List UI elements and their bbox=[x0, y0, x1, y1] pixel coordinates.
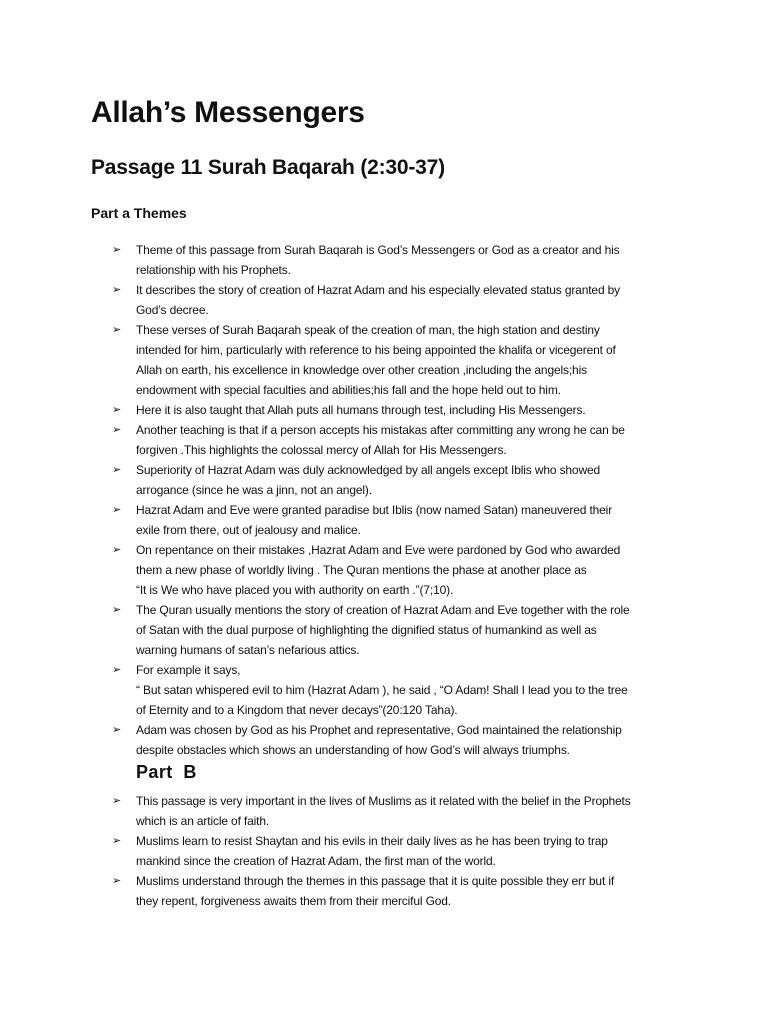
bullet-text-line: forgiven .This highlights the colossal mercy of Allah for His Messengers. bbox=[136, 443, 507, 457]
arrow-bullet-icon: ➢ bbox=[112, 324, 122, 336]
part-a-heading: Part a Themes bbox=[91, 205, 187, 221]
bullet-text-line: them a new phase of worldly living . The Quran mentions the phase at another place as bbox=[136, 563, 587, 577]
bullet-text-line: Muslims learn to resist Shaytan and his evils in their daily lives as he has been trying to trap bbox=[136, 834, 608, 848]
arrow-bullet-icon: ➢ bbox=[112, 424, 122, 436]
bullet-text-line: On repentance on their mistakes ,Hazrat Adam and Eve were pardoned by God who awarded bbox=[136, 543, 621, 557]
bullet-text-line: of Eternity and to a Kingdom that never decays”(20:120 Taha). bbox=[136, 703, 458, 717]
bullet-text-line: This passage is very important in the lives of Muslims as it related with the belief in the Prophets bbox=[136, 794, 631, 808]
bullet-text-line: mankind since the creation of Hazrat Adam, the first man of the world. bbox=[136, 854, 496, 868]
bullet-item bbox=[112, 791, 688, 831]
bullet-item bbox=[112, 720, 688, 760]
bullet-text-line: The Quran usually mentions the story of creation of Hazrat Adam and Eve together with the role bbox=[136, 603, 630, 617]
passage-title: Passage 11 Surah Baqarah (2:30-37) bbox=[91, 156, 445, 179]
arrow-bullet-icon: ➢ bbox=[112, 244, 122, 256]
arrow-bullet-icon: ➢ bbox=[112, 835, 122, 847]
bullet-text-line: It describes the story of creation of Hazrat Adam and his especially elevated status granted by bbox=[136, 283, 621, 297]
arrow-bullet-icon: ➢ bbox=[112, 504, 122, 516]
bullet-text-line: despite obstacles which shows an understanding of how God’s will always triumphs. bbox=[136, 743, 570, 757]
arrow-bullet-icon: ➢ bbox=[112, 404, 122, 416]
bullet-text-line: These verses of Surah Baqarah speak of the creation of man, the high station and destiny bbox=[136, 323, 600, 337]
bullet-item bbox=[112, 420, 688, 460]
bullet-text-line: relationship with his Prophets. bbox=[136, 263, 291, 277]
bullet-text-line: Another teaching is that if a person accepts his mistakas after committing any wrong he can be bbox=[136, 423, 625, 437]
arrow-bullet-icon: ➢ bbox=[112, 724, 122, 736]
bullet-text-line: warning humans of satan’s nefarious attics. bbox=[136, 643, 360, 657]
bullet-item bbox=[112, 600, 688, 660]
bullet-text-line: intended for him, particularly with reference to his being appointed the khalifa or vicegerent of bbox=[136, 343, 616, 357]
bullet-text-line: For example it says, bbox=[136, 663, 241, 677]
part-b-heading: Part B bbox=[136, 762, 197, 782]
bullet-text-line: Hazrat Adam and Eve were granted paradise but Iblis (now named Satan) maneuvered their bbox=[136, 503, 613, 517]
bullet-text-line: Superiority of Hazrat Adam was duly acknowledged by all angels except Iblis who showed bbox=[136, 463, 601, 477]
bullet-text-line: Muslims understand through the themes in this passage that it is quite possible they err but if bbox=[136, 874, 615, 888]
part-b-bullet-list bbox=[112, 791, 688, 911]
bullet-item bbox=[112, 460, 688, 500]
bullet-item bbox=[112, 280, 688, 320]
arrow-bullet-icon: ➢ bbox=[112, 464, 122, 476]
bullet-text-line: Theme of this passage from Surah Baqarah is God’s Messengers or God as a creator and his bbox=[136, 243, 620, 257]
arrow-bullet-icon: ➢ bbox=[112, 664, 122, 676]
bullet-text-line: which is an article of faith. bbox=[136, 814, 270, 828]
bullet-text-line: of Satan with the dual purpose of highlighting the dignified status of humankind as well as bbox=[136, 623, 597, 637]
arrow-bullet-icon: ➢ bbox=[112, 604, 122, 616]
arrow-bullet-icon: ➢ bbox=[112, 795, 122, 807]
bullet-text-line: “It is We who have placed you with authority on earth .”(7;10). bbox=[136, 583, 454, 597]
bullet-item bbox=[112, 320, 688, 400]
bullet-text-line: Here it is also taught that Allah puts all humans through test, including His Messengers. bbox=[136, 403, 586, 417]
part-a-bullet-list bbox=[112, 240, 688, 760]
document-title: Allah’s Messengers bbox=[91, 96, 365, 129]
bullet-text-line: Adam was chosen by God as his Prophet and representative, God maintained the relationship bbox=[136, 723, 622, 737]
bullet-item bbox=[112, 831, 688, 871]
bullet-item bbox=[112, 871, 688, 911]
bullet-item bbox=[112, 240, 688, 280]
bullet-text-line: exile from there, out of jealousy and malice. bbox=[136, 523, 361, 537]
bullet-item bbox=[112, 500, 688, 540]
bullet-text-line: endowment with special faculties and abilities;his fall and the hope held out to him. bbox=[136, 383, 561, 397]
bullet-text-line: Allah on earth, his excellence in knowledge over other creation ,including the angels;his bbox=[136, 363, 587, 377]
arrow-bullet-icon: ➢ bbox=[112, 544, 122, 556]
bullet-text-line: arrogance (since he was a jinn, not an angel). bbox=[136, 483, 372, 497]
bullet-text-line: God’s decree. bbox=[136, 303, 209, 317]
bullet-text-line: “ But satan whispered evil to him (Hazrat Adam ), he said , “O Adam! Shall I lead you to the tree bbox=[136, 683, 628, 697]
arrow-bullet-icon: ➢ bbox=[112, 284, 122, 296]
bullet-item bbox=[112, 660, 688, 720]
bullet-item bbox=[112, 540, 688, 600]
arrow-bullet-icon: ➢ bbox=[112, 875, 122, 887]
bullet-item bbox=[112, 400, 688, 420]
bullet-text-line: they repent, forgiveness awaits them from their merciful God. bbox=[136, 894, 451, 908]
